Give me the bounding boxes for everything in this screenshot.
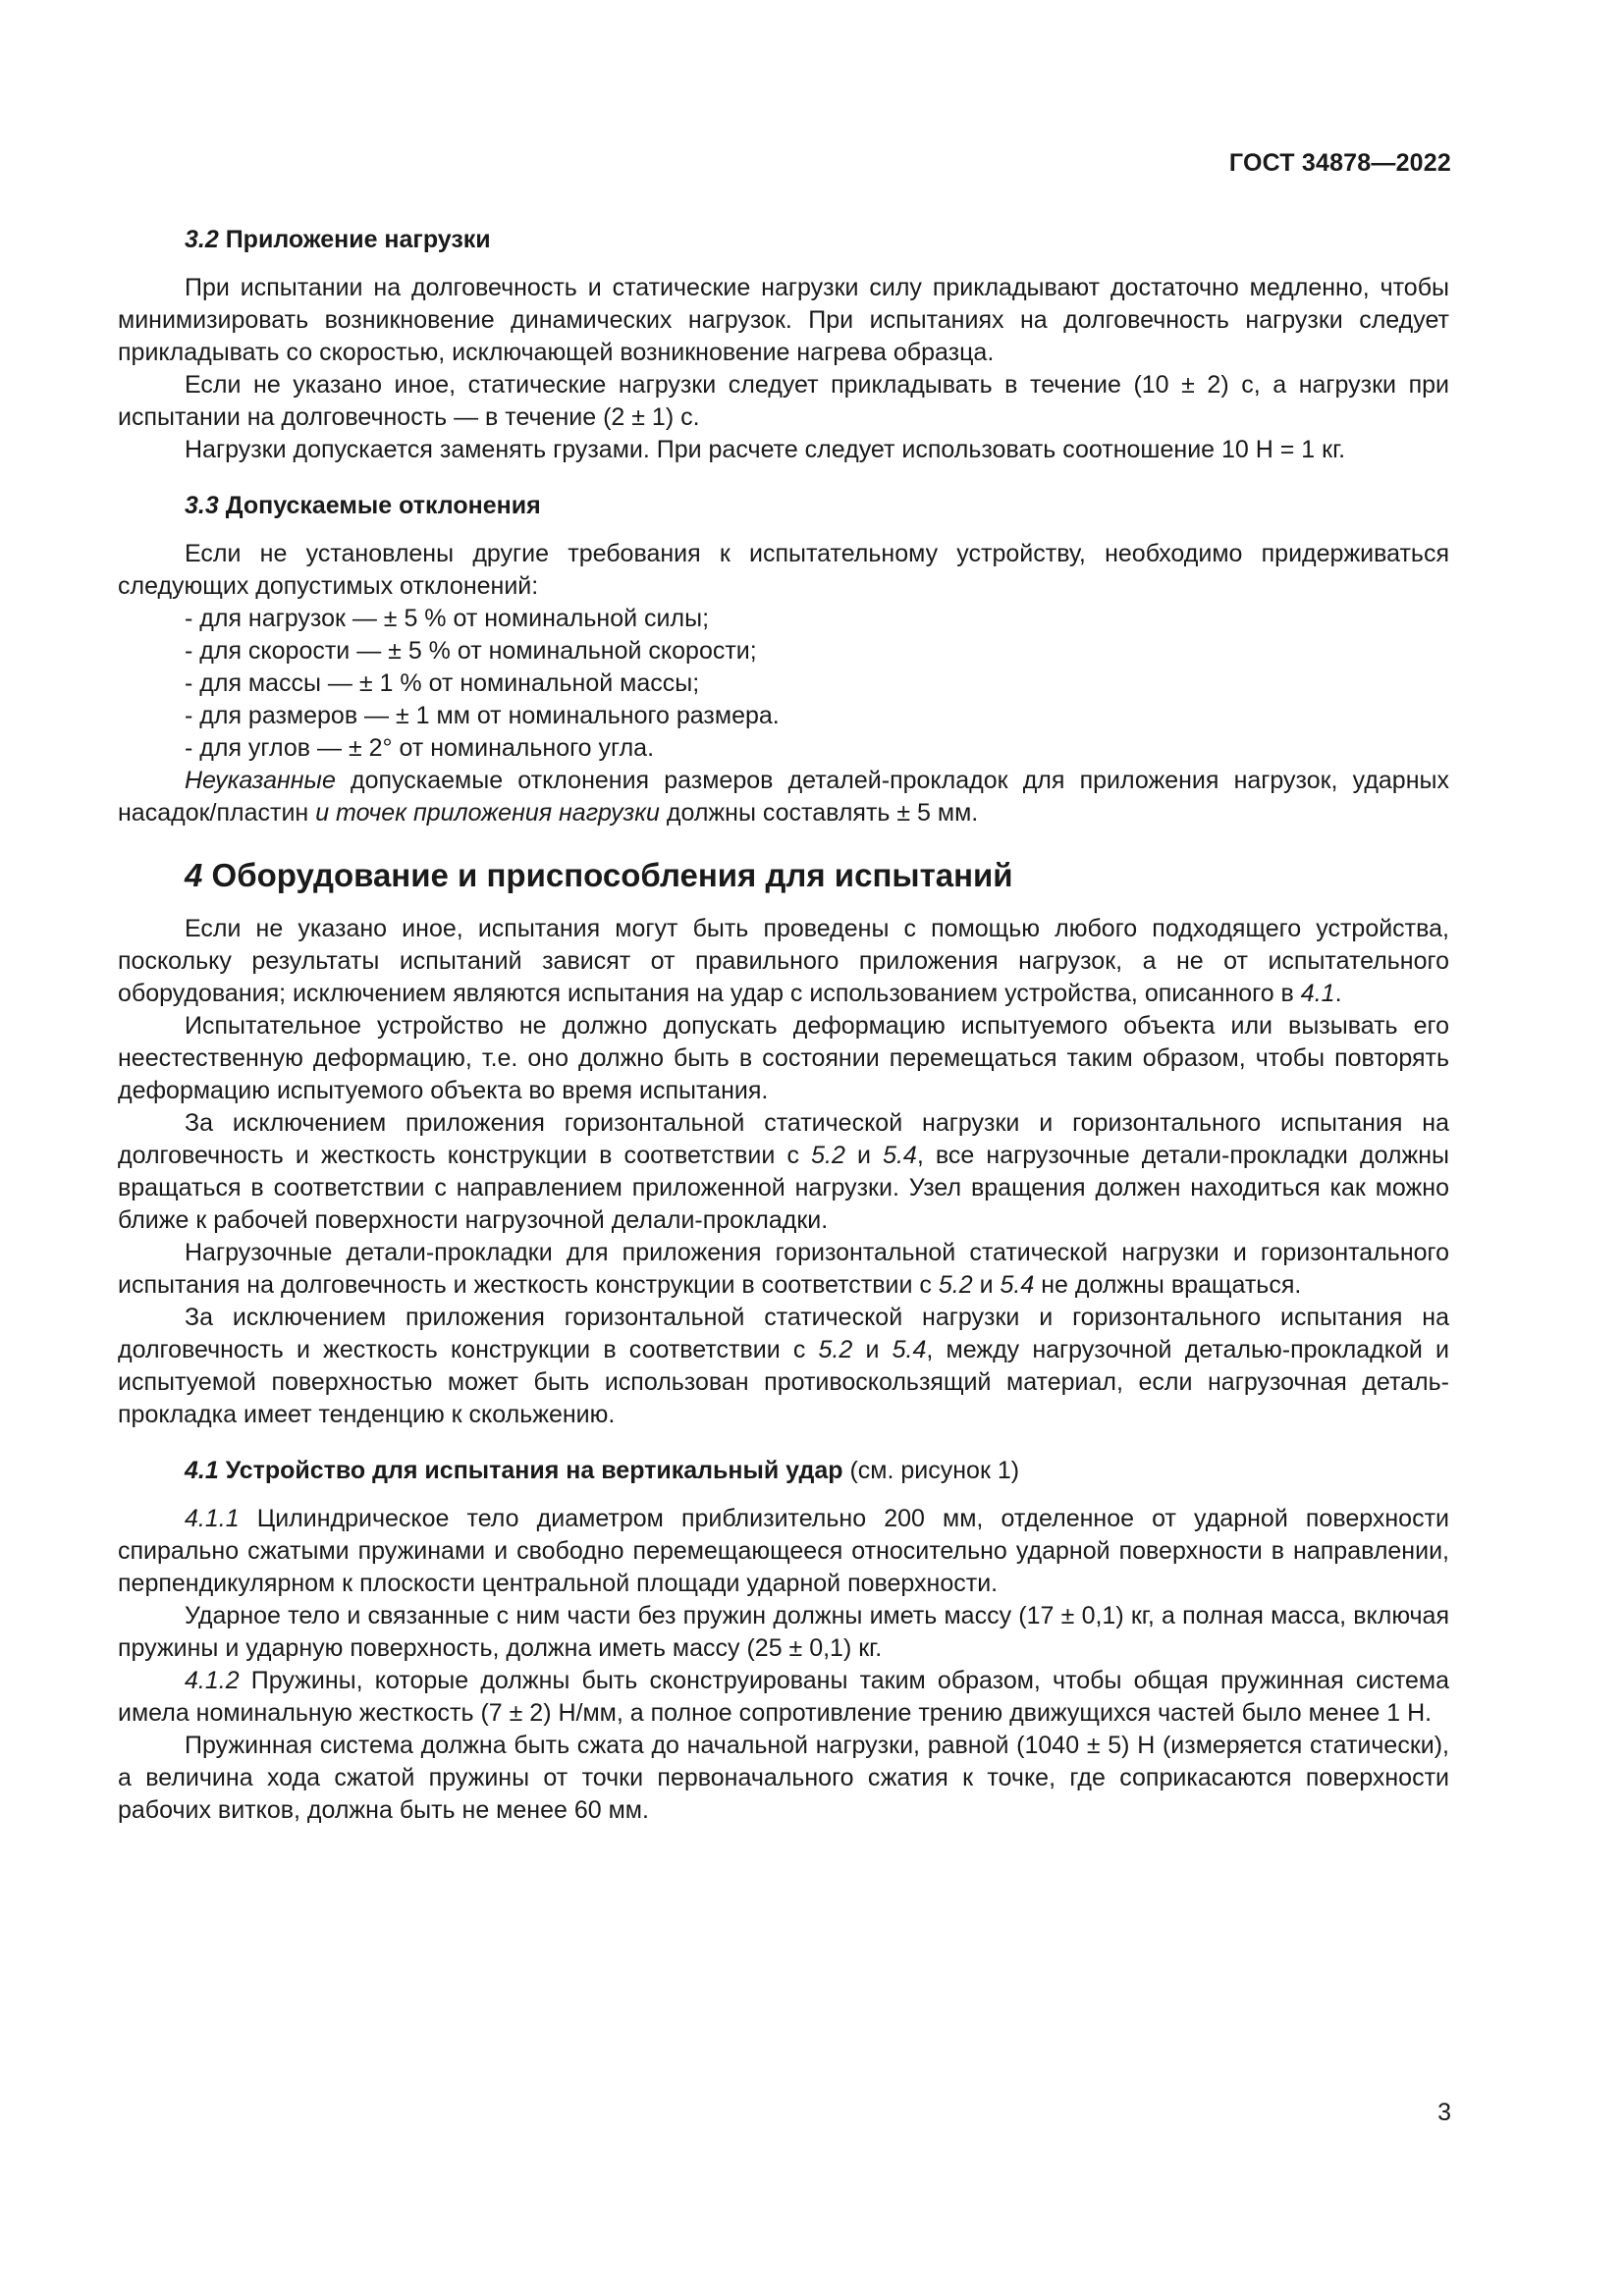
clause-number: 4.1.1 [185,1505,240,1532]
cross-reference: 5.4 [1000,1271,1035,1299]
page-content [118,224,1449,1827]
list-item: - для скорости — ± 5 % от номинальной скорости; [185,637,757,665]
paragraph: За исключением приложения горизонтальной статической нагрузки и горизонтального испытания на долговечность и жесткость конструкции в соответствии с 5.2 и 5.4, между нагрузочной деталью-прокладкой и испытуемой поверхностью может быть использован противоскользящий материал, если нагрузочная деталь-прокладка имеет тенденцию к скольжению. [118,1304,1449,1428]
subsection-heading-3-2 [118,224,1449,256]
figure-reference: (см. рисунок 1) [842,1457,1020,1484]
cross-reference: 4.1 [1300,980,1335,1007]
paragraph: За исключением приложения горизонтальной статической нагрузки и горизонтального испытания на долговечность и жесткость конструкции в соответствии с 5.2 и 5.4, все нагрузочные детали-прокладки должны вращаться в соответствии с направлением приложенной нагрузки. Узел вращения должен находиться как можно ближе к рабочей поверхности нагрузочной делали-прокладки. [118,1109,1450,1234]
section-title: Оборудование и приспособления для испытаний [202,857,1013,893]
subsection-title: Приложение нагрузки [218,226,491,253]
paragraph: Нагрузочные детали-прокладки для приложения горизонтальной статической нагрузки и горизонтального испытания на долговечность и жесткость конструкции в соответствии с 5.2 и 5.4 не должны вращаться. [118,1239,1449,1299]
section-number: 4 [185,857,203,893]
subsection-number: 3.3 [185,492,219,519]
paragraph: 4.1.2 Пружины, которые должны быть сконструированы таким образом, чтобы общая пружинная система имела номинальную жесткость (7 ± 2) Н/мм, а полное сопротивление трению движущихся частей было менее 1 Н. [118,1667,1449,1727]
subsection-heading-4-1 [118,1455,1449,1487]
clause-number: 4.1.2 [185,1667,240,1694]
subsection-title: Устройство для испытания на вертикальный удар [218,1457,843,1484]
tolerance-list [118,603,1449,765]
paragraph: Неуказанные допускаемые отклонения размеров деталей-прокладок для приложения нагрузок, ударных насадок/пластин и точек приложения нагрузки должны составлять ± 5 мм. [118,767,1449,827]
paragraph: 4.1.1 Цилиндрическое тело диаметром приблизительно 200 мм, отделенное от ударной поверхности спирально сжатыми пружинами и свободно перемещающееся относительно ударной поверхности в направлении, перпендикулярном к плоскости центральной площади ударной поверхности. [118,1505,1449,1597]
paragraph: Ударное тело и связанные с ним части без пружин должны иметь массу (17 ± 0,1) кг, а полная масса, включая пружины и ударную поверхность, должна иметь массу (25 ± 0,1) кг. [118,1602,1449,1662]
cross-reference: 5.4 [883,1142,917,1169]
paragraph: При испытании на долговечность и статические нагрузки силу прикладывают достаточно медленно, чтобы минимизировать возникновение динамических нагрузок. При испытаниях на долговечность нагрузки следует прикладывать со скоростью, исключающей возникновение нагрева образца. [118,274,1449,366]
list-item: - для нагрузок — ± 5 % от номинальной силы; [185,605,710,632]
cross-reference: 5.2 [811,1142,845,1169]
subsection-title: Допускаемые отклонения [218,492,541,519]
list-item: - для углов — ± 2° от номинального угла. [185,734,655,762]
cross-reference: 5.2 [938,1271,973,1299]
italic-text: и точек приложения нагрузки [315,799,660,827]
subsection-number: 4.1 [185,1457,219,1484]
paragraph: Если не указано иное, испытания могут быть проведены с помощью любого подходящего устройства, поскольку результаты испытаний зависят от правильного приложения нагрузок, а не от испытательного оборудования; исключением являются испытания на удар с использованием устройства, описанного в 4.1. [118,915,1449,1007]
document-number: ГОСТ 34878—2022 [1228,149,1451,177]
italic-text: Неуказанные [185,767,336,794]
cross-reference: 5.2 [818,1336,853,1363]
section-heading-4 [118,859,1449,891]
page-number: 3 [1437,2099,1451,2126]
paragraph: Если не установлены другие требования к испытательному устройству, необходимо придерживаться следующих допустимых отклонений: [118,540,1449,600]
paragraph: Пружинная система должна быть сжата до начальной нагрузки, равной (1040 ± 5) Н (измеряется статически), а величина хода сжатой пружины от точки первоначального сжатия к точке, где соприкасаются поверхности рабочих витков, должна быть не менее 60 мм. [118,1732,1449,1824]
cross-reference: 5.4 [892,1336,927,1363]
list-item: - для массы — ± 1 % от номинальной массы; [185,669,700,697]
subsection-number: 3.2 [185,226,219,253]
paragraph: Испытательное устройство не должно допускать деформацию испытуемого объекта или вызывать его неестественную деформацию, т.е. оно должно быть в состоянии перемещаться таким образом, чтобы повторять деформацию испытуемого объекта во время испытания. [118,1012,1449,1104]
subsection-heading-3-3 [118,490,1449,522]
list-item: - для размеров — ± 1 мм от номинального размера. [185,702,780,729]
paragraph: Нагрузки допускается заменять грузами. При расчете следует использовать соотношение 10 Н = 1 кг. [185,436,1346,463]
paragraph: Если не указано иное, статические нагрузки следует прикладывать в течение (10 ± 2) с, а нагрузки при испытании на долговечность — в течение (2 ± 1) с. [118,371,1449,431]
